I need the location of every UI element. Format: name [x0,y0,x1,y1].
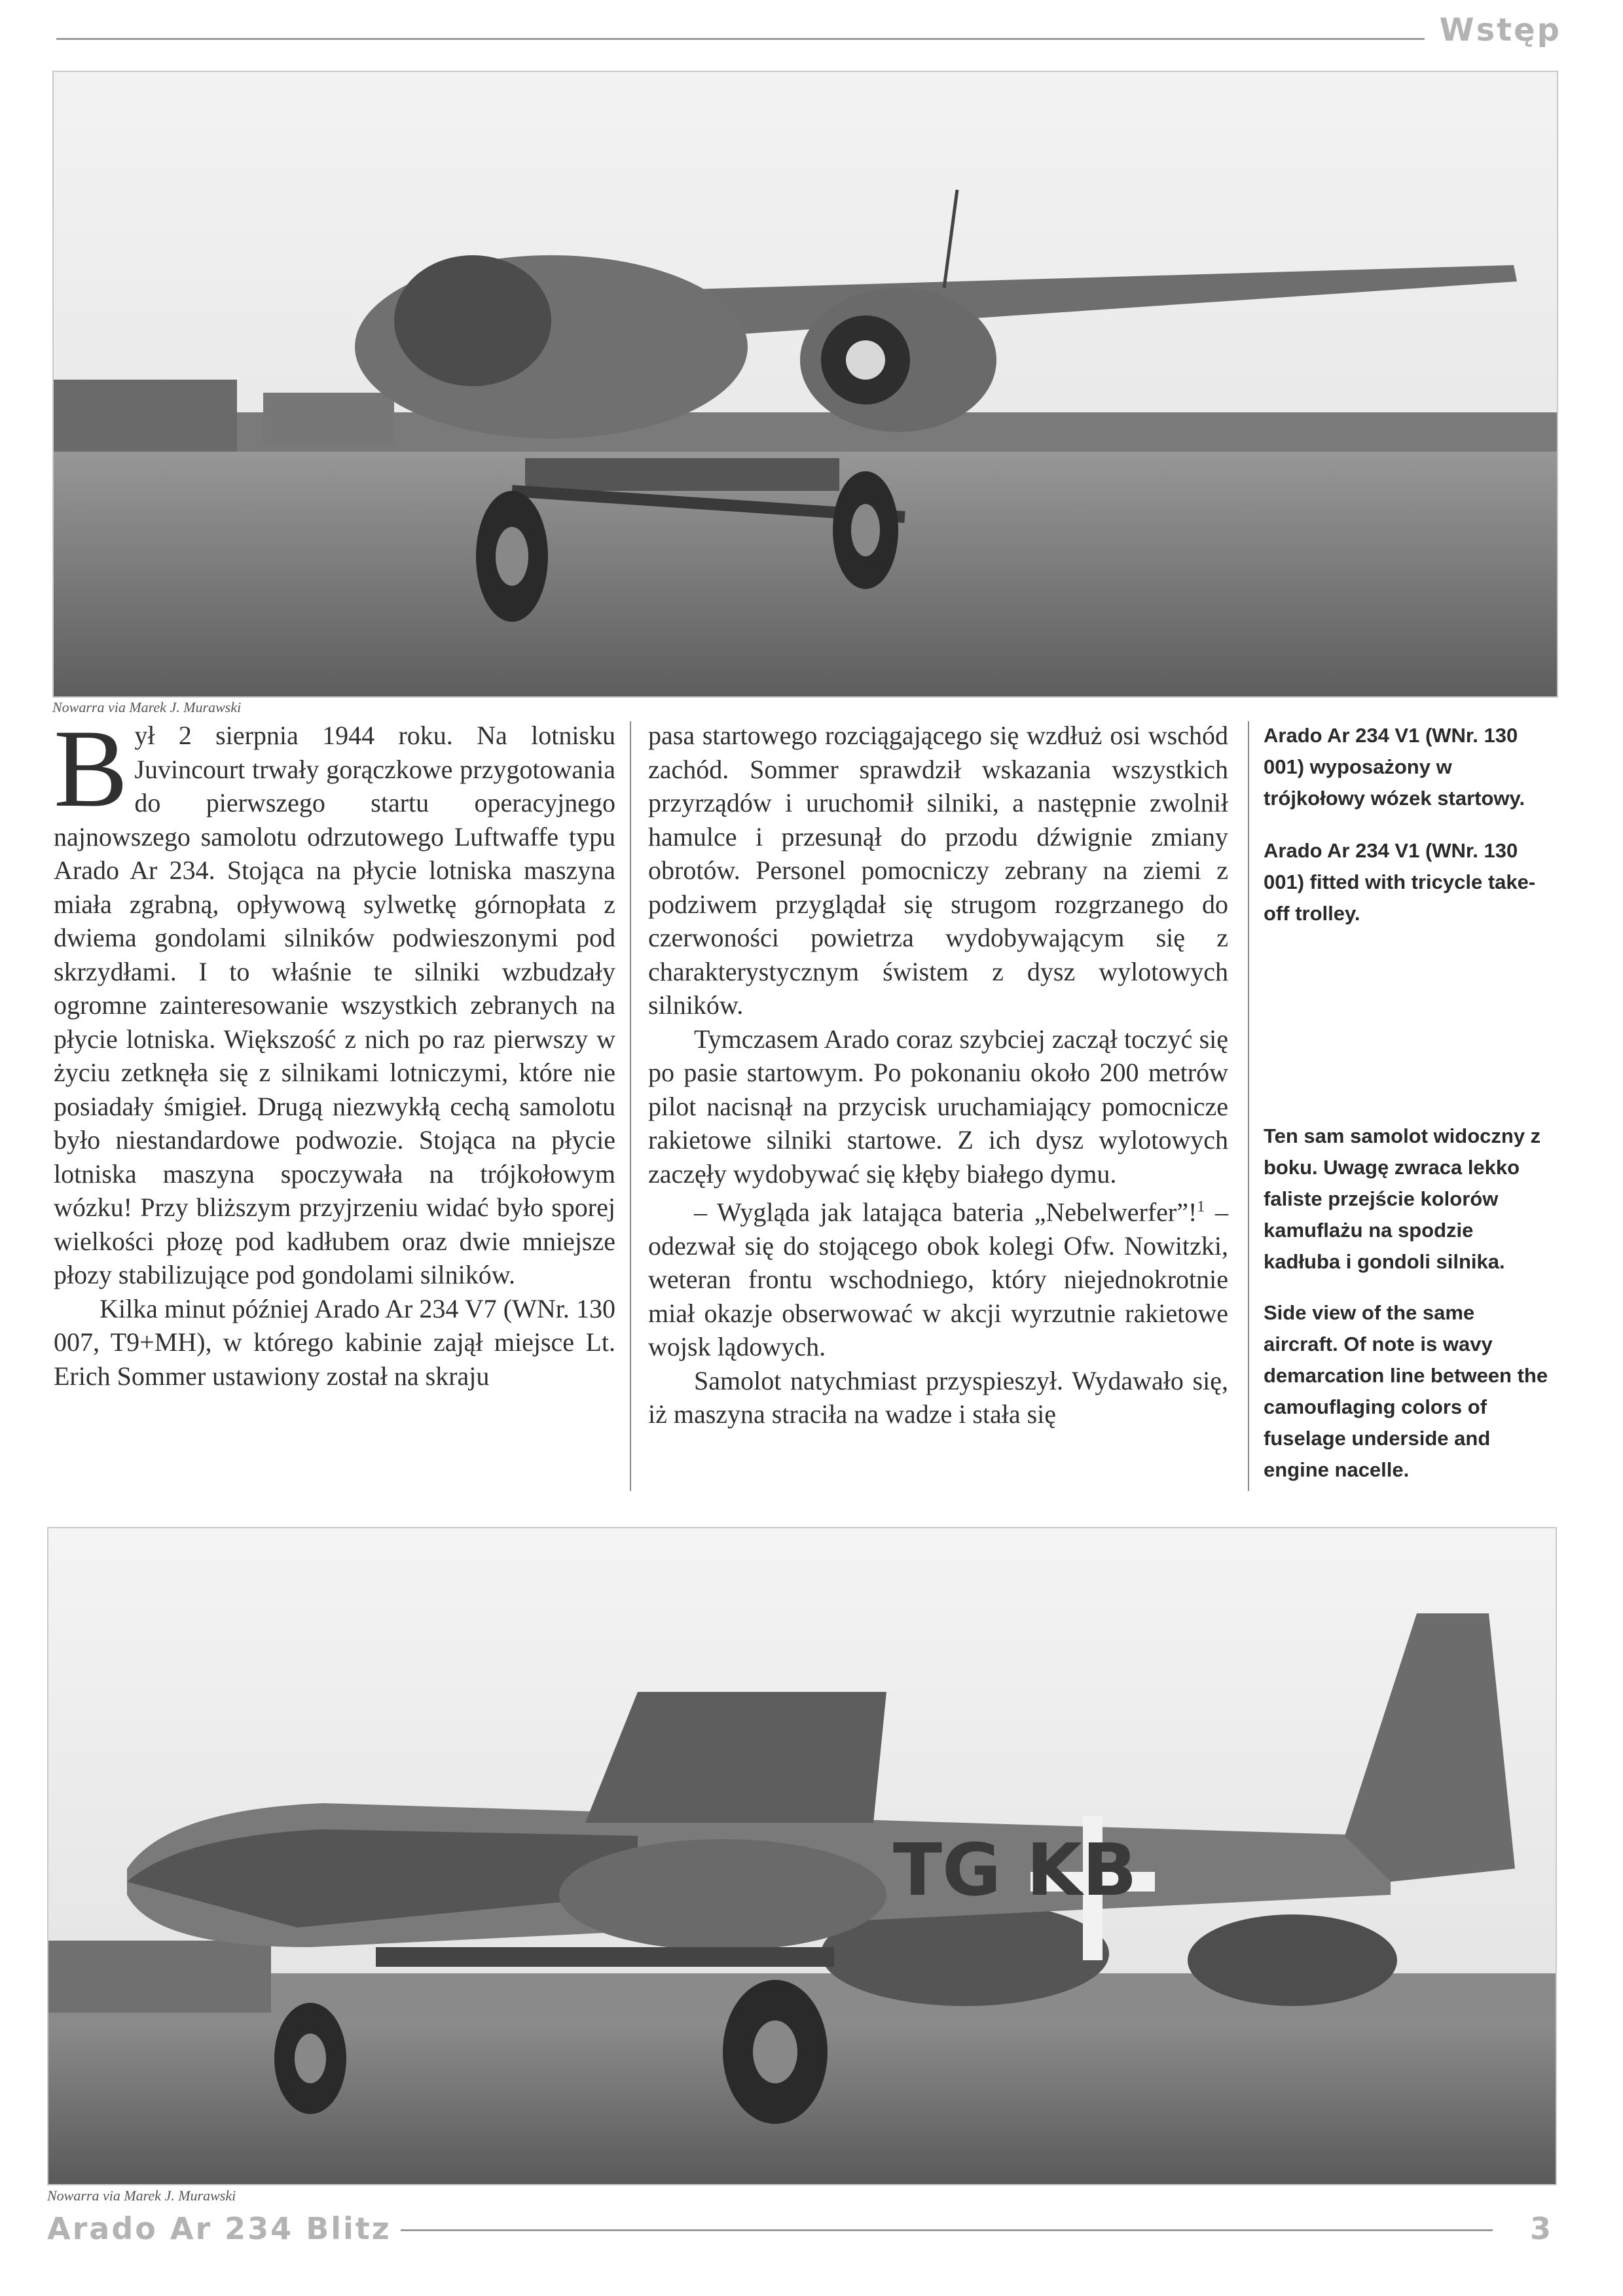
photo-front-view [52,71,1558,698]
caption-top-pl: Arado Ar 234 V1 (WNr. 130 001) wyposażony w trójkołowy wózek startowy. [1264,724,1525,810]
caption-bottom-en: Side view of the same aircraft. Of note is wavy demarcation line between the camouflaging colors of fuselage underside and engine nacelle. [1264,1301,1548,1481]
article-paragraph: pasa startowego rozciągającego się wzdłuż osi wschód zachód. Sommer sprawdził wskazania wszystkich przyrządów i uruchomił silniki, a następnie zwolnił hamulce i przesunął do przodu dźwignie zmiany obrotów. Personel pomocniczy zebrany na ziemi z podziwem przyglądał się strugom rozgrzanego do czerwoności powietrza wydobywającym się z charakterystycznym świstem z dysz wylotowych silników. [648,721,1228,1020]
page-number: 3 [1529,2211,1551,2246]
column-divider [630,721,631,1491]
paragraph-text: ył 2 sierpnia 1944 roku. Na lotnisku Juvincourt trwały gorączkowe przygotowania do pierwszego startu operacyjnego najnowszego samolotu odrzutowego Luftwaffe typu Arado Ar 234. Stojąca na płycie lotniska maszyna miała zgrabną, opływową sylwetkę górnopłata z dwiema gondolami silników podwieszonymi pod skrzydłami. I to właśnie te silniki wzbudzały ogromne zainteresowanie wszystkich zebranych na płycie lotniska. Większość z nich po raz pierwszy w życiu zetknęła się z silnikami lotniczymi, które nie posiadały śmigieł. Drugą niezwykłą cechą samolotu było niestandardowe podwozie. Stojąca na płycie lotniska maszyna spoczywała na trójkołowym wózku! Przy bliższym przyjrzeniu widać było sporej wielkości płozę pod kadłubem oraz dwie mniejsze płozy stabilizujące pod gondolami silników. [54,721,615,1289]
photo-side-view [47,1527,1557,2185]
drop-cap: B [54,707,128,830]
article-paragraph [648,1191,1228,1364]
article-paragraph [54,707,615,1292]
photo-credit-top: Nowarra via Marek J. Murawski [52,699,242,715]
article-column-2 [648,719,1228,1524]
article-column-1 [54,707,615,1524]
aircraft-side-photo [48,1528,1556,2184]
dialogue-text: – Wygląda jak latająca bateria „Nebelwerfer”! [694,1197,1197,1227]
footer-title: Arado Ar 234 Blitz [47,2211,392,2246]
photo-credit-bottom: Nowarra via Marek J. Murawski [47,2187,236,2204]
caption-top-en: Arado Ar 234 V1 (WNr. 130 001) fitted with tricycle take-off trolley. [1264,839,1536,925]
footnote-ref: 1 [1197,1198,1205,1215]
aircraft-front-photo [54,72,1557,696]
article-paragraph: Tymczasem Arado coraz szybciej zaczął toczyć się po pasie startowym. Po pokonaniu około 200 metrów pilot nacisnął na przycisk uruchamiający pomocnicze rakietowe silniki startowe. Z ich dysz wylotowych zaczęły wydobywać się kłęby białego dymu. [648,1024,1228,1189]
article-paragraph: Samolot natychmiast przyspieszył. Wydawało się, iż maszyna straciła na wadze i stała się [648,1365,1228,1429]
caption-bottom-pl: Ten sam samolot widoczny z boku. Uwagę zwraca lekko faliste przejście kolorów kamuflażu na spodzie kadłuba i gondoli silnika. [1264,1124,1541,1273]
dialogue-text: – odezwał się do stojącego obok kolegi Ofw. Nowitzki, weteran frontu wschodniego, który niejednokrotnie miał okazje obserwować w akcji wyrzutnie rakietowe wojsk lądowych. [648,1197,1228,1362]
header-rule [56,38,1425,40]
article-paragraph: Kilka minut później Arado Ar 234 V7 (WNr. 130 007, T9+MH), w którego kabinie zajął miejsce Lt. Erich Sommer ustawiony został na skraju [54,1293,615,1391]
section-title: Wstęp [1439,12,1561,48]
column-divider [1248,721,1249,1491]
footer-rule [401,2229,1493,2231]
aircraft-marking: TG KB [893,1828,1137,1912]
